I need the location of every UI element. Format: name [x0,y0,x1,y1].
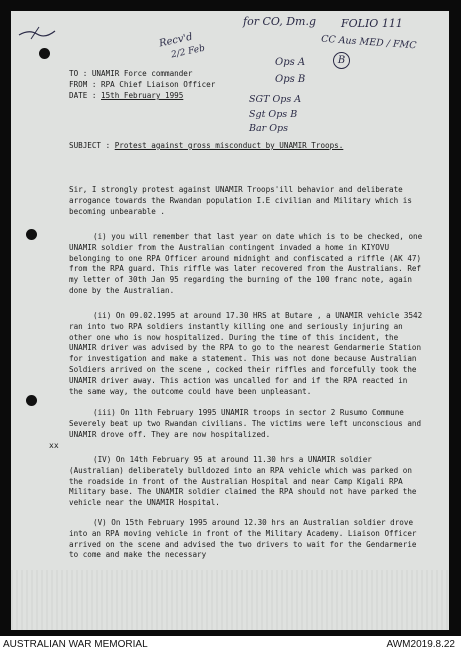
punch-hole [26,395,37,406]
handwritten-ops-line: SGT Ops A [249,94,302,105]
handwritten-circled-letter [333,52,350,69]
pen-scribble [17,25,57,41]
handwritten-routing-note: for CO, Dm.g [243,15,317,28]
memo-date-line [69,91,183,102]
handwritten-ops-line: Ops A [275,57,306,68]
body-paragraph: (ii) On 09.02.1995 at around 17.30 HRS at Butare , a UNAMIR vehicle 3542 ran into two RPA soldiers instantly killing one and seriously injuring an other one who is now hospitalized. During the time of this incident, the UNAMIR driver was advised by the RPA to go to the nearest Gendarmerie Station for investigation and make a statement. This was not done because Australian Soldiers arrived on the scene , cocked their riffles and forcefully took the UNAMIR driver away. This action was uncalled for and if the RPA reacted in the same way, the outcome could have been unpleasant. [69,311,423,396]
punch-hole [26,229,37,240]
memo-from: FROM : RPA Chief Liaison Officer [69,80,216,89]
body-paragraph: (i) you will remember that last year on date which is to be checked, one UNAMIR soldier from the Australian contingent invaded a home in KIYOVU belonging to one RPA Officer around midnight and confiscated a riffle (AK 47) from the RPA guard. This riffle was later recovered from the Australians. Ref my letter of 30th Jan 95 regarding the burning of the 100 franc note, again done by the Australian. [69,232,423,295]
body-paragraph: Sir, I strongly protest against UNAMIR Troops'ill behavior and deliberate arrogance towards the Rwandan population I.E civilian and Military which is becoming unbearable . [69,185,412,216]
body-paragraph: (iii) On 11th February 1995 UNAMIR troops in sector 2 Rusumo Commune Severely beat up two Rwandan civilians. The victims were left unconscious and UNAMIR drove off. They are now hospitalized. [69,408,422,439]
handwritten-ops-line: Bar Ops [249,123,288,134]
memo-subject-line [69,141,343,152]
footer-institution: AUSTRALIAN WAR MEMORIAL [3,639,148,650]
handwritten-ops-line: Sgt Ops B [249,109,298,120]
margin-mark: xx [49,441,59,450]
memo-to: TO : UNAMIR Force commander [69,69,193,78]
body-paragraph: (IV) On 14th February 95 at around 11.30 hrs a UNAMIR soldier (Australian) deliberately bulldozed into an RPA vehicle which was parked on the roadside in front of the Australian Hospital and near Camp Kigali RPA Military base. The UNAMIR soldier claimed the RPA should not have parked the vehicle near the UNAMIR Hospital. [69,455,417,508]
handwritten-received: Recv'd [158,31,194,50]
memo-subject-label: SUBJECT : [69,141,115,150]
punch-hole [39,48,50,59]
document-page [11,11,449,630]
body-paragraph: (V) On 15th February 1995 around 12.30 hrs an Australian soldier drove into an RPA moving vehicle in front of the Military Academy. Liaison Officer arrived on the scene and advised the two drivers to wait for the Gendarmerie to come and make the necessary [69,518,417,560]
scan-noise [11,570,449,630]
handwritten-cc: CC Aus MED / FMC [320,33,417,52]
circled-letter-text: B [337,55,346,66]
handwritten-received-date: 2/2 Feb [170,43,206,61]
handwritten-ops-line: Ops B [275,74,306,85]
footer-accession-number: AWM2019.8.22 [386,639,455,650]
archive-footer [0,636,461,653]
handwritten-folio: FOLIO 111 [341,17,403,30]
memo-subject: Protest against gross misconduct by UNAMIR Troops. [114,141,344,150]
memo-date: 15th February 1995 [101,91,184,100]
memo-date-label: DATE : [69,91,102,100]
